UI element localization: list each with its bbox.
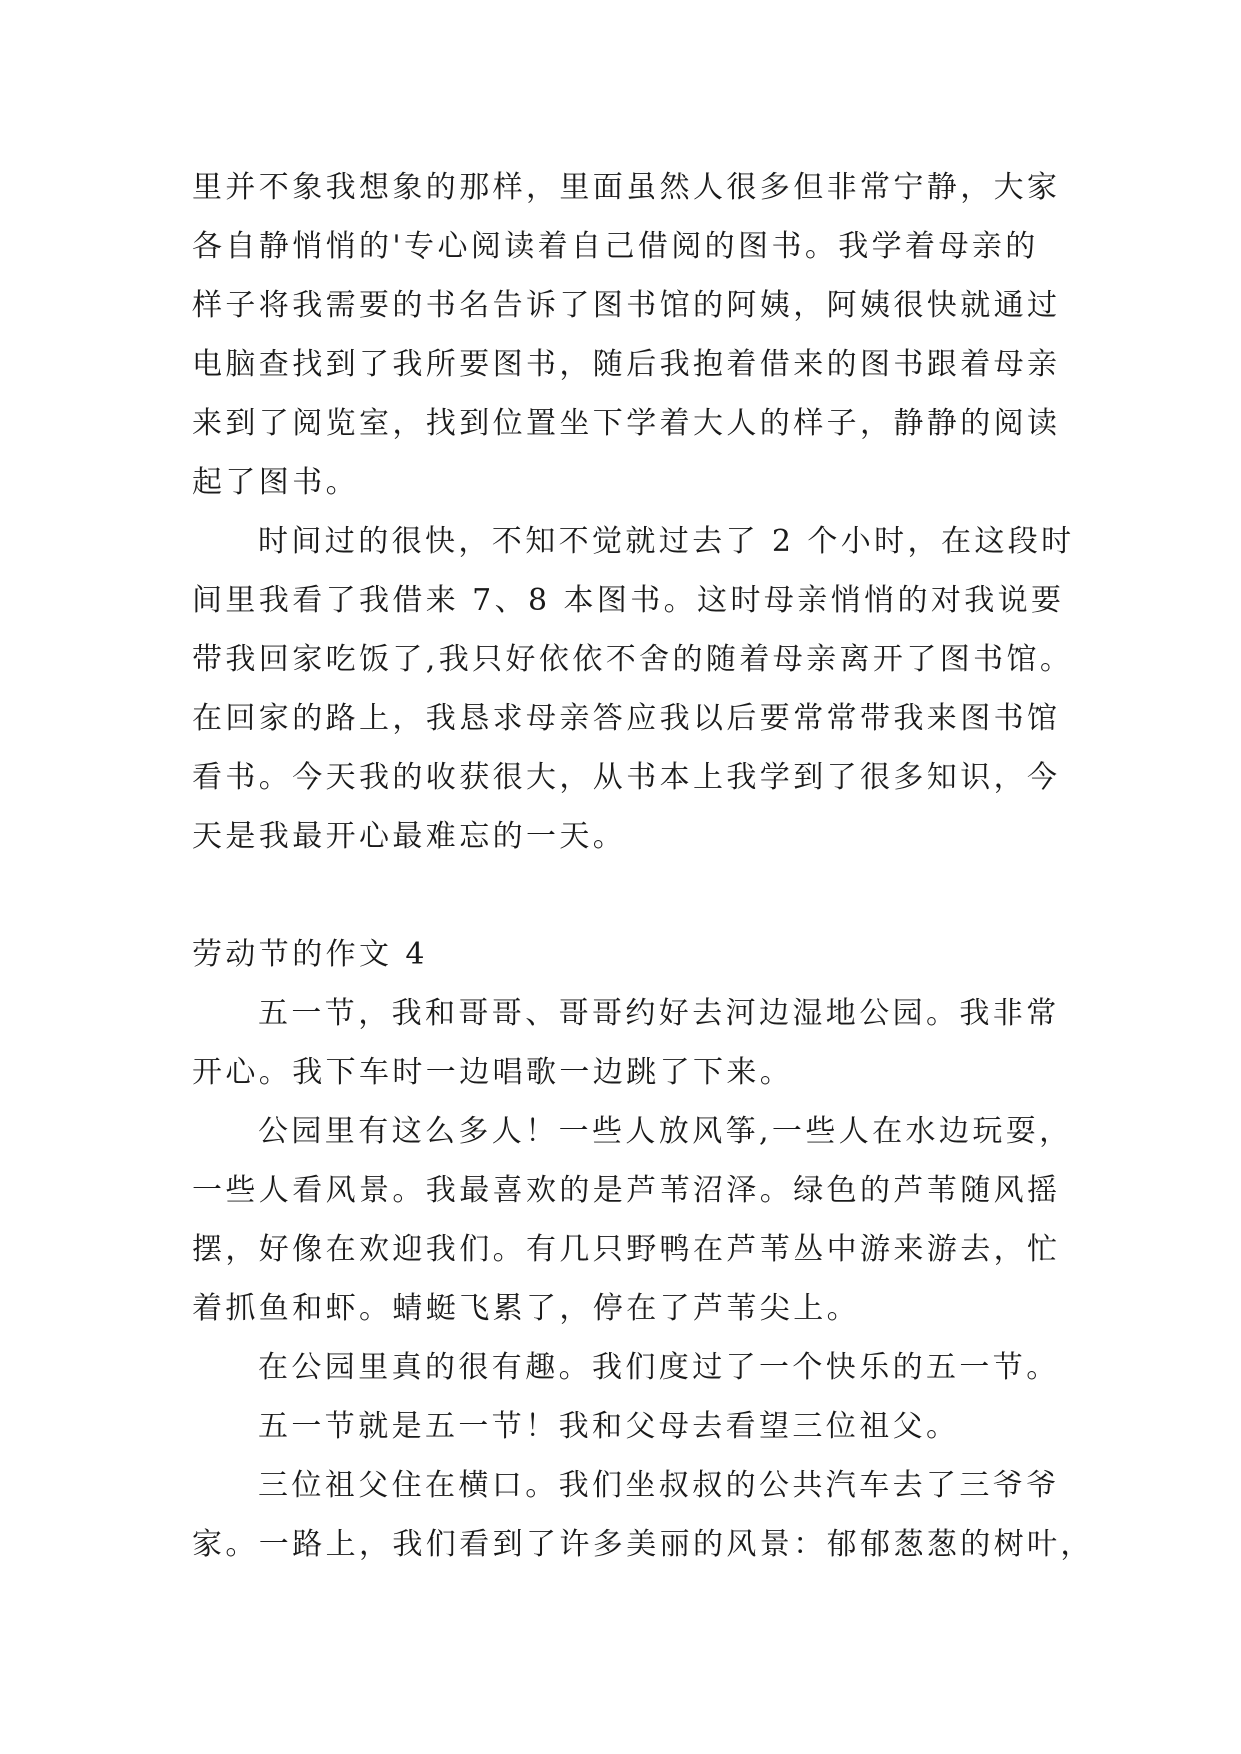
text-line: 天是我最开心最难忘的一天。	[192, 819, 627, 854]
text-line: 一些人看风景。我最喜欢的是芦苇沼泽。绿色的芦苇随风摇	[192, 1173, 1061, 1208]
text-line: 来到了阅览室，找到位置坐下学着大人的样子，静静的阅读	[192, 406, 1061, 441]
paragraph-visit-grandfathers	[192, 1397, 1072, 1456]
text-line: 带我回家吃饭了,我只好依依不舍的随着母亲离开了图书馆。	[192, 642, 1074, 677]
paragraph-park-fun	[192, 1338, 1072, 1397]
text-line: 间里我看了我借来 7、8 本图书。这时母亲悄悄的对我说要	[192, 583, 1065, 618]
text-line: 开心。我下车时一边唱歌一边跳了下来。	[192, 1055, 794, 1090]
text-line: 电脑查找到了我所要图书，随后我抱着借来的图书跟着母亲	[192, 347, 1061, 382]
text-line: 看书。今天我的收获很大，从书本上我学到了很多知识，今	[192, 760, 1061, 795]
paragraph-time-passed	[192, 512, 1075, 866]
paragraph-may-day-plan	[192, 984, 1072, 1102]
paragraph-library-visit	[192, 158, 1072, 512]
text-line: 在公园里真的很有趣。我们度过了一个快乐的五一节。	[258, 1350, 1060, 1385]
text-line: 五一节，我和哥哥、哥哥约好去河边湿地公园。我非常	[258, 996, 1060, 1031]
text-line: 摆，好像在欢迎我们。有几只野鸭在芦苇丛中游来游去，忙	[192, 1232, 1061, 1267]
text-line: 公园里有这么多人！一些人放风筝,一些人在水边玩耍，	[258, 1114, 1073, 1149]
text-line: 五一节就是五一节！我和父母去看望三位祖父。	[258, 1409, 960, 1444]
text-line: 三位祖父住在横口。我们坐叔叔的公共汽车去了三爷爷	[258, 1468, 1060, 1503]
text-line: 着抓鱼和虾。蜻蜓飞累了，停在了芦苇尖上。	[192, 1291, 860, 1326]
text-line: 在回家的路上，我恳求母亲答应我以后要常常带我来图书馆	[192, 701, 1061, 736]
text-line: 起了图书。	[192, 465, 359, 500]
paragraph-park-scene	[192, 1102, 1072, 1338]
paragraph-hengkou-trip	[192, 1456, 1094, 1574]
text-line: 家。一路上，我们看到了许多美丽的风景：郁郁葱葱的树叶，	[192, 1527, 1094, 1562]
document-body	[192, 158, 1094, 1574]
text-line: 时间过的很快，不知不觉就过去了 2 个小时，在这段时	[258, 524, 1075, 559]
section-heading: 劳动节的作文 4	[192, 937, 428, 972]
blank-line	[192, 866, 1072, 925]
text-line: 各自静悄悄的'专心阅读着自己借阅的图书。我学着母亲的	[192, 229, 1039, 264]
text-line: 里并不象我想象的那样，里面虽然人很多但非常宁静，大家	[192, 170, 1061, 205]
text-line: 样子将我需要的书名告诉了图书馆的阿姨，阿姨很快就通过	[192, 288, 1061, 323]
